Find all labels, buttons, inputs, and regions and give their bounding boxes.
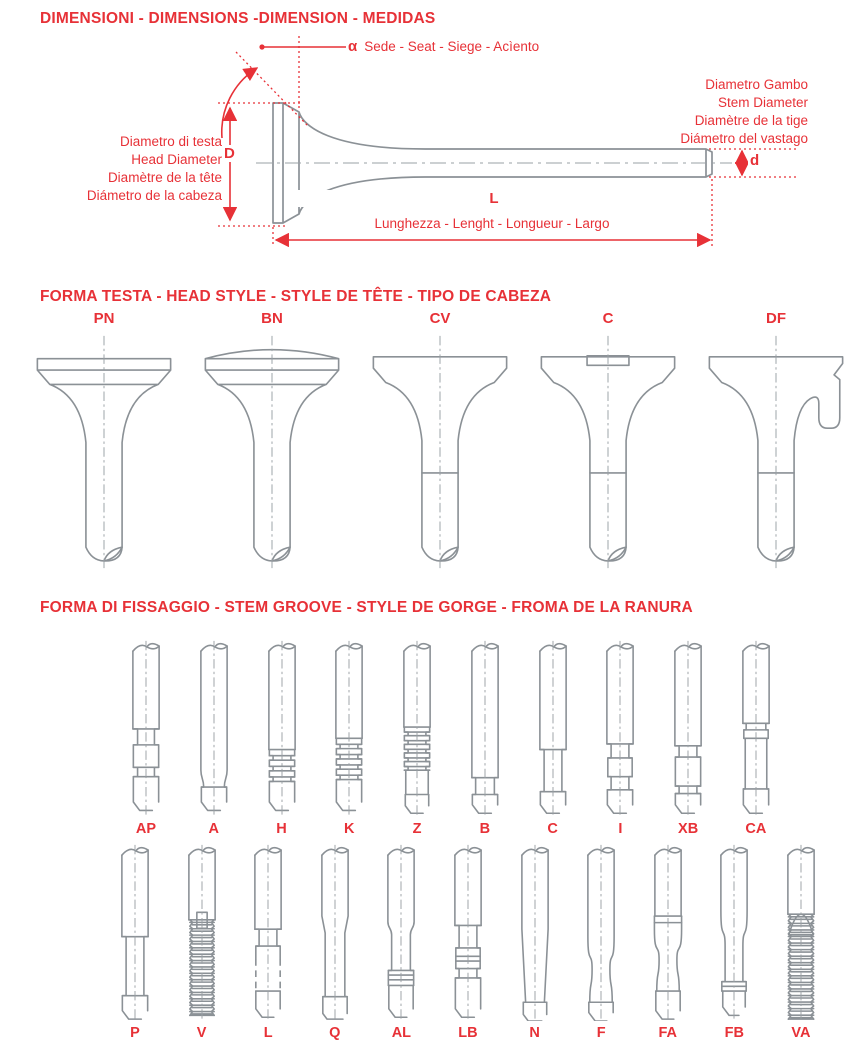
stem-groove-figure-v (173, 843, 231, 1041)
head-style-label: C (602, 310, 614, 327)
stem-groove-figure-ca (727, 639, 785, 837)
valve-drawing-cv (361, 330, 519, 573)
stem-groove-label: P (130, 1025, 140, 1041)
symbol-d: d (750, 152, 760, 169)
alpha-symbol: α (348, 38, 358, 55)
stem-groove-label: V (196, 1025, 207, 1041)
head-style-label: DF (766, 310, 786, 327)
stem-drawing-lb (441, 843, 495, 1021)
stem-groove-figure-l (239, 843, 297, 1041)
stem-groove-figure-i (591, 639, 649, 837)
stem-drawing-k (322, 639, 376, 817)
stem-grooves-row-2 (106, 843, 830, 1041)
symbol-D: D (224, 145, 235, 162)
stem-drawing-q (308, 843, 362, 1021)
stem-drawing-z (390, 639, 444, 817)
head-style-figure-pn (24, 310, 184, 573)
stem-groove-figure-xb (659, 639, 717, 837)
dimensions-title: DIMENSIONI - DIMENSIONS -DIMENSION - MEDIDAS (40, 10, 436, 27)
stem-groove-label: AL (391, 1025, 412, 1041)
head-style-figure-cv (360, 310, 520, 573)
dimensions-section (0, 0, 860, 266)
head-style-figure-c (528, 310, 688, 573)
valve-drawing-df (697, 330, 855, 573)
stem-drawing-fa (641, 843, 695, 1021)
stem-drawing-f (574, 843, 628, 1021)
stem-drawing-ca (729, 639, 783, 817)
stem-groove-label: H (276, 821, 287, 837)
stem-drawing-fb (707, 843, 761, 1021)
stem-groove-figure-al (372, 843, 430, 1041)
stem-groove-figure-a (185, 639, 243, 837)
stem-grooves-title: FORMA DI FISSAGGIO - STEM GROOVE - STYLE DE GORGE - FROMA DE LA RANURA (40, 599, 693, 616)
stem-groove-figure-c (524, 639, 582, 837)
stem-drawing-l (241, 843, 295, 1021)
stem-drawing-i (593, 639, 647, 817)
stem-groove-label: XB (678, 821, 699, 837)
stem-groove-label: A (208, 821, 219, 837)
stem-groove-figure-lb (439, 843, 497, 1041)
stem-groove-label: CA (745, 821, 767, 837)
stem-grooves-row-1 (117, 639, 785, 837)
stem-drawing-va (774, 843, 828, 1021)
stem-groove-label: VA (791, 1025, 811, 1041)
head-style-label: BN (261, 310, 283, 327)
stem-groove-label: F (596, 1025, 606, 1041)
stem-groove-figure-fa (639, 843, 697, 1041)
stem-groove-figure-q (306, 843, 364, 1041)
stem-groove-label: C (547, 821, 558, 837)
stem-groove-figure-ap (117, 639, 175, 837)
stem-grooves-section (0, 599, 860, 1041)
stem-drawing-h (255, 639, 309, 817)
stem-drawing-al (374, 843, 428, 1021)
stem-groove-label: FB (724, 1025, 745, 1041)
stem-groove-label: B (479, 821, 491, 837)
head-style-figure-df (696, 310, 856, 573)
head-styles-title: FORMA TESTA - HEAD STYLE - STYLE DE TÊTE - TIPO DE CABEZA (40, 288, 552, 305)
stem-groove-figure-va (772, 843, 830, 1041)
valve-drawing-c (529, 330, 687, 573)
stem-groove-label: N (529, 1025, 540, 1041)
valve-drawing-pn (25, 330, 183, 573)
stem-groove-figure-p (106, 843, 164, 1041)
stem-drawing-xb (661, 639, 715, 817)
seat-angle-label: α Sede - Seat - Siege - Acìento (348, 38, 540, 55)
valve-drawing-bn (193, 330, 351, 573)
stem-groove-label: Z (412, 821, 422, 837)
stem-diameter-label: Diametro Gambo Stem Diameter Diamètre de la tige Diámetro del vastago (680, 77, 808, 146)
stem-groove-label: AP (135, 821, 157, 837)
stem-drawing-v (175, 843, 229, 1021)
stem-groove-figure-fb (705, 843, 763, 1041)
head-styles-row (24, 310, 856, 573)
stem-drawing-n (508, 843, 562, 1021)
head-style-label: PN (93, 310, 115, 327)
stem-groove-label: Q (329, 1025, 341, 1041)
head-styles-section (0, 288, 860, 573)
stem-groove-label: LB (458, 1025, 478, 1041)
stem-groove-label: I (618, 821, 623, 837)
head-style-figure-bn (192, 310, 352, 573)
stem-drawing-c (526, 639, 580, 817)
stem-groove-label: L (263, 1025, 273, 1041)
stem-drawing-ap (119, 639, 173, 817)
length-label: Lunghezza - Lenght - Longueur - Largo (374, 216, 610, 231)
stem-drawing-b (458, 639, 512, 817)
head-style-label: CV (429, 310, 451, 327)
stem-groove-label: K (344, 821, 355, 837)
symbol-L: L (292, 190, 696, 207)
stem-groove-figure-h (253, 639, 311, 837)
head-diameter-label: Diametro di testa Head Diameter Diamètre de la tête Diámetro de la cabeza (86, 134, 222, 203)
stem-drawing-p (108, 843, 162, 1021)
stem-groove-label: FA (658, 1025, 678, 1041)
stem-groove-figure-n (506, 843, 564, 1041)
stem-drawing-a (187, 639, 241, 817)
stem-groove-figure-z (388, 639, 446, 837)
stem-groove-figure-f (572, 843, 630, 1041)
stem-groove-figure-b (456, 639, 514, 837)
stem-groove-figure-k (320, 639, 378, 837)
